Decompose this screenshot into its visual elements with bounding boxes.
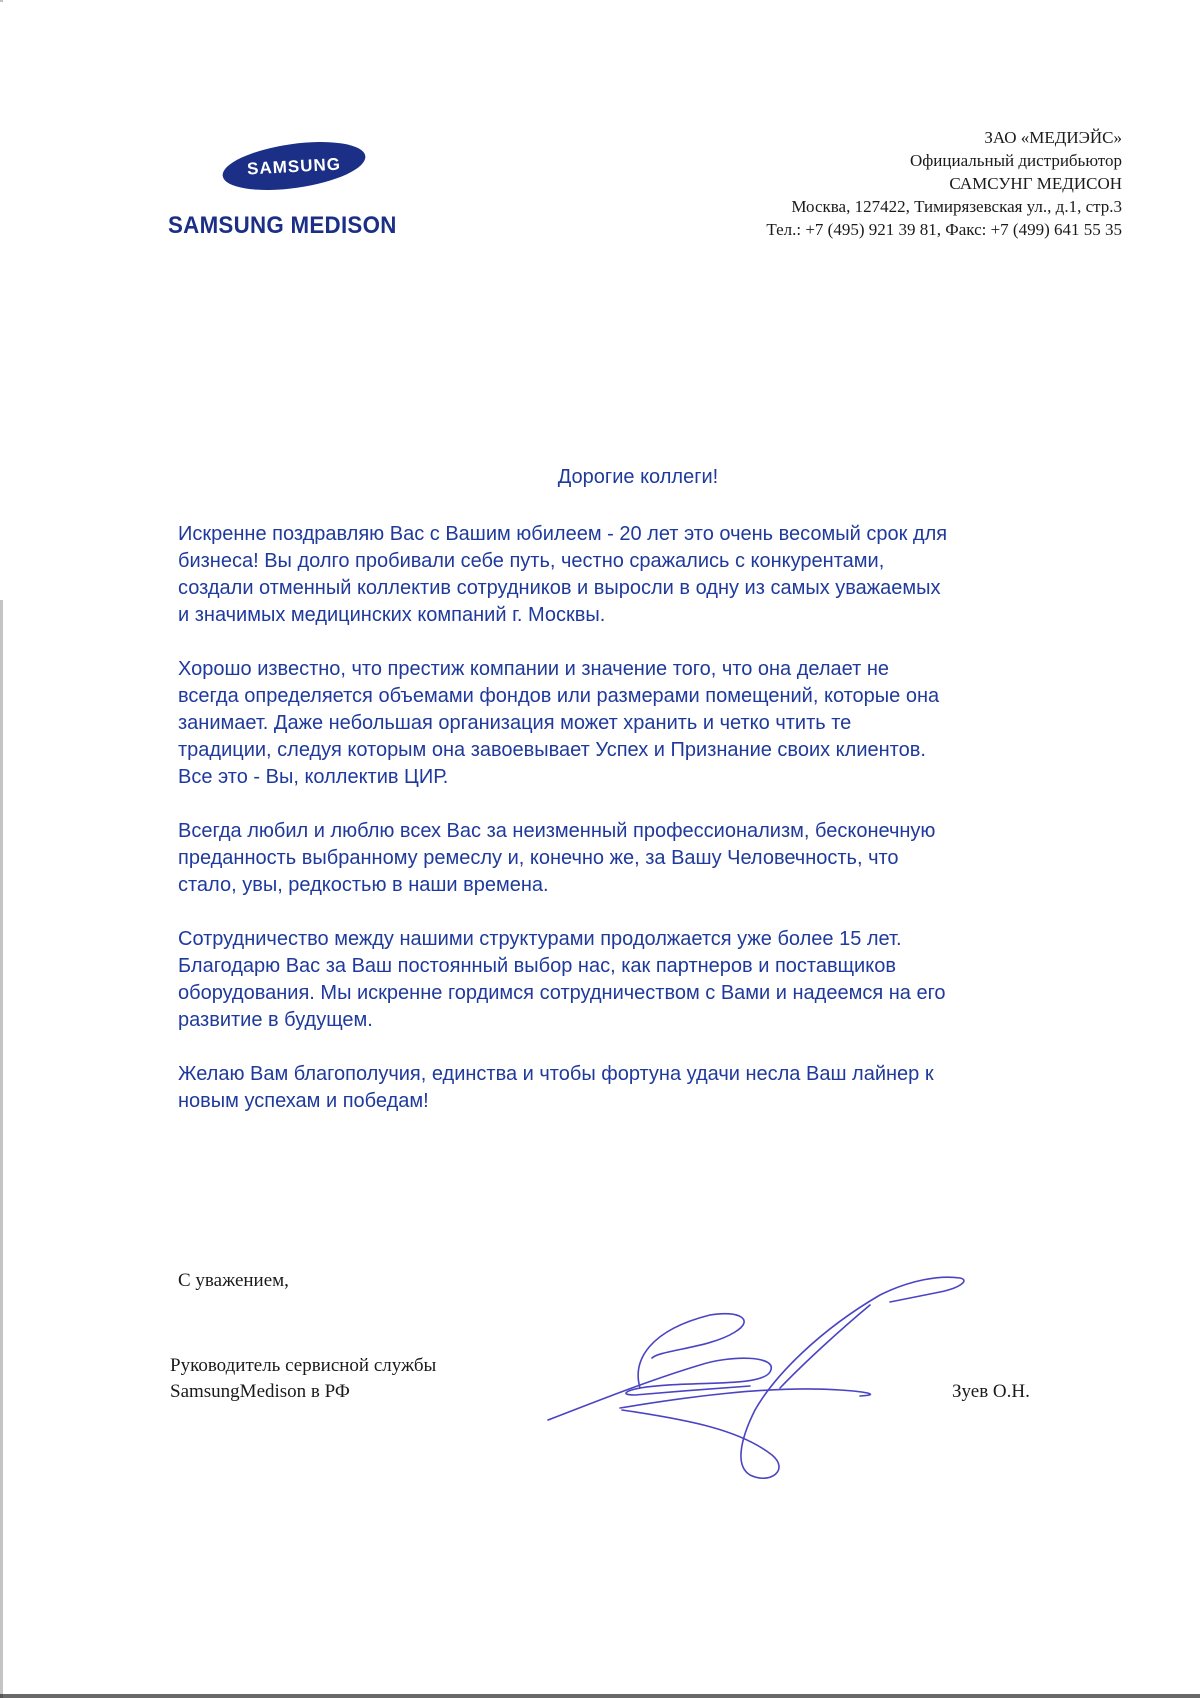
signer-position-line: Руководитель сервисной службы	[170, 1355, 437, 1376]
paragraph-line: Желаю Вам благополучия, единства и чтобы фортуна удачи несла Ваш лайнер к	[178, 1063, 934, 1085]
letter-paragraph	[178, 521, 1138, 629]
paragraph-line: Хорошо известно, что престиж компании и значение того, что она делает не	[178, 658, 890, 680]
signer-position-line: SamsungMedison в РФ	[170, 1381, 350, 1402]
scan-edge-left	[0, 0, 3, 1698]
paragraph-line: новым успехам и победам!	[178, 1090, 429, 1112]
company-contacts: Тел.: +7 (495) 921 39 81, Факс: +7 (499) 641 55 35	[766, 220, 1122, 239]
samsung-medison-logo	[168, 140, 428, 250]
svg-text:SAMSUNG: SAMSUNG	[246, 154, 342, 179]
paragraph-line: занимает. Даже небольшая организация может хранить и четко чтить те	[178, 712, 852, 734]
letterhead-company-info	[766, 126, 1122, 241]
paragraph-line: и значимых медицинских компаний г. Москвы.	[178, 604, 606, 626]
company-brand: САМСУНГ МЕДИСОН	[949, 174, 1122, 193]
letter-closing: С уважением,	[178, 1270, 289, 1291]
company-address: Москва, 127422, Тимирязевская ул., д.1, стр.3	[791, 197, 1122, 216]
letter-body	[178, 464, 1138, 1142]
letter-paragraph	[178, 1061, 1138, 1115]
letter-paragraph	[178, 818, 1138, 899]
company-role: Официальный дистрибьютор	[910, 151, 1122, 170]
paragraph-line: бизнеса! Вы долго пробивали себе путь, честно сражались с конкурентами,	[178, 550, 885, 572]
paragraph-line: преданность выбранному ремеслу и, конечно же, за Вашу Человечность, что	[178, 847, 899, 869]
paragraph-line: Все это - Вы, коллектив ЦИР.	[178, 766, 449, 788]
logo-caption: SAMSUNG MEDISON	[168, 212, 397, 239]
paragraph-line: Искренне поздравляю Вас с Вашим юбилеем - 20 лет это очень весомый срок для	[178, 523, 948, 545]
samsung-oval-logo-icon	[220, 140, 368, 192]
paragraph-line: всегда определяется объемами фондов или размерами помещений, которые она	[178, 685, 940, 707]
paragraph-line: Всегда любил и люблю всех Вас за неизменный профессионализм, бесконечную	[178, 820, 936, 842]
paragraph-line: Сотрудничество между нашими структурами продолжается уже более 15 лет.	[178, 928, 902, 950]
company-name: ЗАО «МЕДИЭЙС»	[984, 128, 1122, 147]
paragraph-line: создали отменный коллектив сотрудников и выросли в одну из самых уважаемых	[178, 577, 941, 599]
letter-paragraph	[178, 656, 1138, 791]
signer-position	[170, 1353, 436, 1405]
letter-greeting: Дорогие коллеги!	[557, 466, 719, 488]
paragraph-line: развитие в будущем.	[178, 1009, 373, 1031]
paragraph-line: Благодарю Вас за Ваш постоянный выбор нас, как партнеров и поставщиков	[178, 955, 896, 977]
signer-name: Зуев О.Н.	[952, 1381, 1030, 1402]
handwritten-signature-icon	[540, 1270, 1000, 1490]
scan-edge-bottom	[0, 1694, 1200, 1698]
paragraph-line: традиции, следуя которым она завоевывает Успех и Признание своих клиентов.	[178, 739, 926, 761]
paragraph-line: оборудования. Мы искренне гордимся сотрудничеством с Вами и надеемся на его	[178, 982, 946, 1004]
letter-paragraph	[178, 926, 1138, 1034]
paragraph-line: стало, увы, редкостью в наши времена.	[178, 874, 549, 896]
